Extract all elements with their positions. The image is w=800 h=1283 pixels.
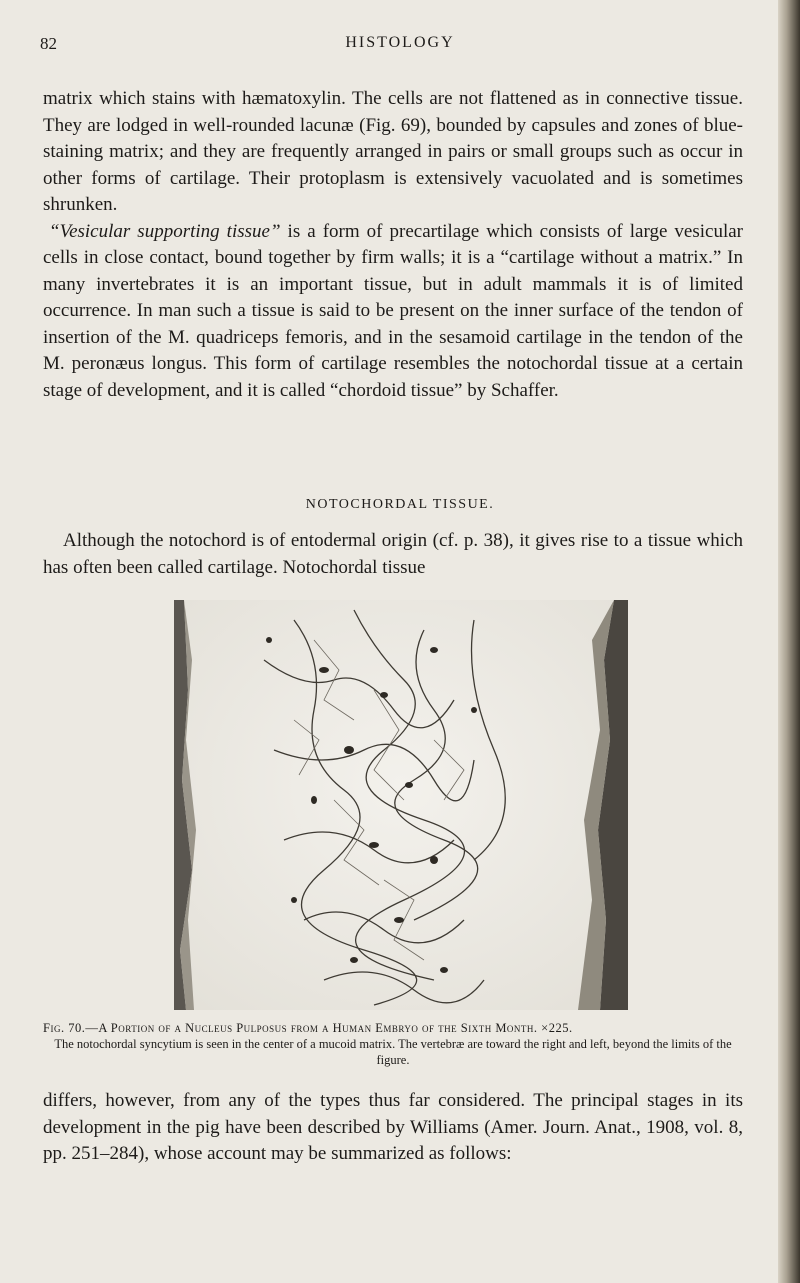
text-block-middle (43, 528, 743, 581)
caption-body: The notochordal syncytium is seen in the center of a mucoid matrix. The vertebræ are toward the right and left, beyond the limits of the figure. (54, 1037, 732, 1067)
running-head: HISTOLOGY (345, 34, 455, 51)
paragraph-2-rest: is a form of precartilage which consists of large vesicular cells in close contact, bound together by firm walls; it is a “cartilage without a matrix.” In many invertebrates it is an important tissue, but in adult mammals it is of limited occurrence. In man such a tissue is said to be present on the inner surface of the tendon of insertion of the M. quadriceps femoris, and in the sesamoid cartilage in the tendon of the M. peronæus longus. This form of cartilage resembles the notochordal tissue at a certain stage of development, and it is called “chordoid tissue” by Schaffer. (43, 220, 743, 401)
term-vesicular-supporting-tissue: “Vesicular supporting tissue” (49, 220, 281, 242)
caption-title: Fig. 70.—A Portion of a Nucleus Pulposus from a Human Embryo of the Sixth Month. ×225. (43, 1021, 573, 1035)
micrograph-background (174, 600, 628, 1010)
paragraph-3: Although the notochord is of entodermal origin (cf. p. 38), it gives rise to a tissue which has often been called cartilage. Notochordal tissue (43, 530, 743, 578)
paragraph-4: differs, however, from any of the types thus far considered. The principal stages in its development in the pig have been described by Williams (Amer. Journ. Anat., 1908, vol. 8, pp. 251–284), whose account may be summarized as follows: (43, 1090, 743, 1164)
page-edge (778, 0, 800, 1283)
text-block-top (43, 86, 743, 404)
micrograph-figure (174, 600, 628, 1010)
text-block-bottom (43, 1088, 743, 1168)
figure-caption (43, 1020, 743, 1068)
paragraph-1: matrix which stains with hæmatoxylin. The cells are not flattened as in connective tissue. They are lodged in well-rounded lacunæ (Fig. 69), bounded by capsules and zones of blue-staining matrix; and they are frequently arranged in pairs or small groups such as occur in other forms of cartilage. Their protoplasm is extensively vacuolated and is sometimes shrunken. (43, 88, 743, 215)
page-number: 82 (40, 34, 57, 53)
section-heading: NOTOCHORDAL TISSUE. (305, 497, 495, 512)
paragraph-2 (43, 219, 743, 405)
